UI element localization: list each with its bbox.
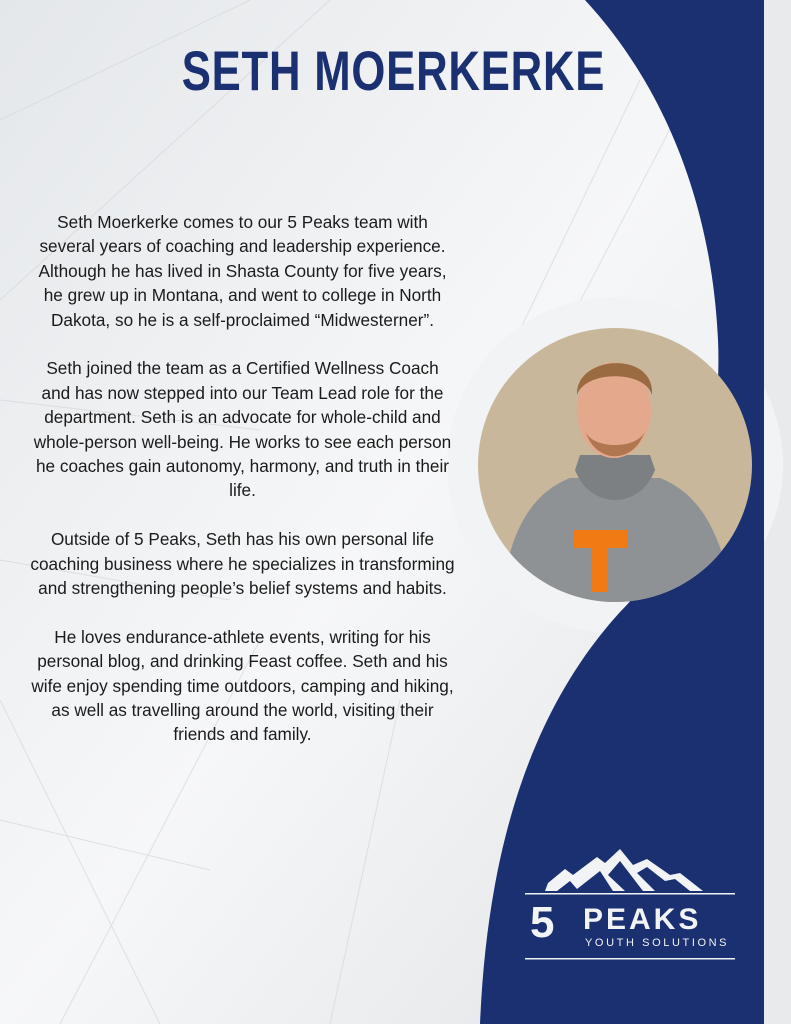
five-peaks-logo [515, 845, 745, 970]
title-text: SETH MOERKERKE [181, 39, 605, 102]
bio-text [30, 210, 455, 771]
bio-paragraph: He loves endurance-athlete events, writing for his personal blog, and drinking Feast coffee. Seth and his wife enjoy spending time outdoors, camping and hiking, as well as travelling around the world, visiting their friends and family. [31, 626, 454, 745]
logo-name: PEAKS [583, 903, 702, 936]
bio-paragraph: Outside of 5 Peaks, Seth has his own personal life coaching business where he specializes in transforming and strengthening people’s belief systems and habits. [30, 529, 455, 599]
logo-tagline: YOUTH SOLUTIONS [585, 937, 730, 949]
bio-paragraph: Seth Moerkerke comes to our 5 Peaks team with several years of coaching and leadership experience. Although he has lived in Shasta County for five years, he grew up in Montana, and went to college in North Dakota, so he is a self-proclaimed “Midwesterner”. [38, 212, 447, 330]
bio-paragraph: Seth joined the team as a Certified Wellness Coach and has now stepped into our Team Lead role for the department. Seth is an advocate for whole-child and whole-person well-being. He works to see each person he coaches gain autonomy, harmony, and truth in their life. [33, 358, 452, 501]
page-title [0, 38, 791, 103]
logo-number: 5 [530, 898, 555, 947]
